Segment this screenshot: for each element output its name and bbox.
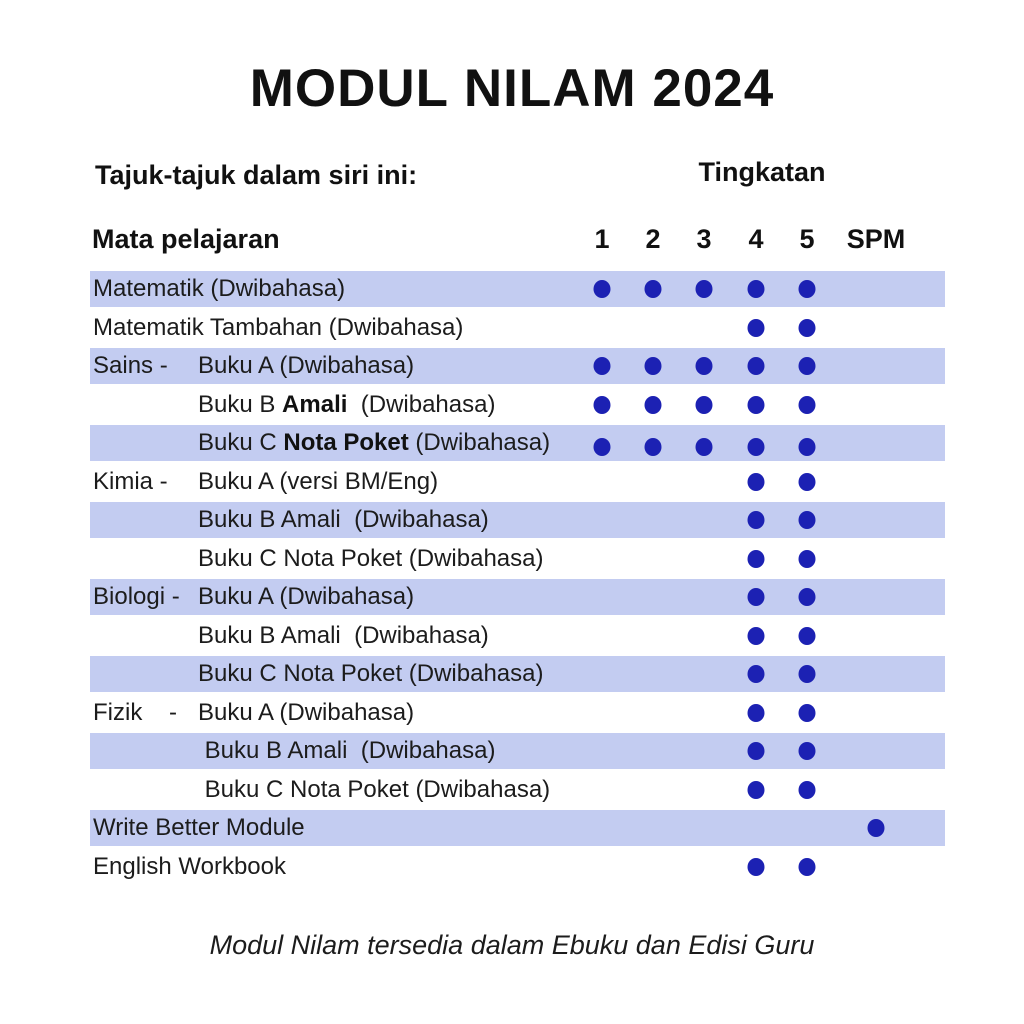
availability-dot-level-1 [594, 438, 611, 456]
row-title-label: Buku A (versi BM/Eng) [198, 467, 439, 495]
availability-dot-level-5 [799, 280, 816, 298]
table-row [90, 695, 945, 731]
availability-dot-level-4 [748, 511, 765, 529]
table-row [90, 541, 945, 577]
availability-dot-level-4 [748, 627, 765, 645]
availability-dot-level-4 [748, 550, 765, 568]
availability-dot-level-3 [696, 438, 713, 456]
availability-dot-level-2 [645, 357, 662, 375]
availability-dot-level-2 [645, 396, 662, 414]
availability-dot-level-5 [799, 742, 816, 760]
row-title-label: Buku C Nota Poket (Dwibahasa) [198, 775, 551, 803]
availability-dot-level-1 [594, 357, 611, 375]
table-row [90, 656, 945, 692]
table-row [90, 425, 945, 461]
availability-dot-level-5 [799, 704, 816, 722]
subject-column-header: Mata pelajaran [92, 224, 280, 254]
availability-dot-level-4 [748, 665, 765, 683]
table-row [90, 387, 945, 423]
table-row [90, 618, 945, 654]
row-title-label: Buku C Nota Poket (Dwibahasa) [198, 660, 544, 687]
table-row [90, 348, 945, 384]
footer-note: Modul Nilam tersedia dalam Ebuku dan Edisi Guru [209, 930, 815, 960]
row-title-label: Buku C Nota Poket (Dwibahasa) [198, 544, 544, 572]
level-header-3: 3 [696, 224, 712, 254]
availability-dot-level-3 [696, 280, 713, 298]
availability-dot-level-5 [799, 665, 816, 683]
row-subject-label: Fizik - [93, 698, 177, 726]
row-title-label: Buku A (Dwibahasa) [198, 583, 415, 610]
availability-dot-level-5 [799, 627, 816, 645]
availability-dot-level-4 [748, 357, 765, 375]
availability-dot-level-5 [799, 781, 816, 799]
availability-dot-level-2 [645, 280, 662, 298]
availability-dot-level-4 [748, 280, 765, 298]
availability-dot-level-2 [645, 438, 662, 456]
table-row [90, 271, 945, 307]
table-row [90, 464, 945, 500]
availability-dot-level-5 [799, 511, 816, 529]
row-title-label: Matematik (Dwibahasa) [93, 275, 346, 302]
row-title-label: Buku B Amali (Dwibahasa) [198, 621, 489, 649]
availability-dot-level-spm [868, 819, 885, 837]
availability-dot-level-4 [748, 319, 765, 337]
tingkatan-column-group-label: Tingkatan [698, 157, 826, 187]
availability-dot-level-4 [748, 473, 765, 491]
row-title-label: English Workbook [93, 852, 286, 880]
availability-dot-level-5 [799, 550, 816, 568]
availability-dot-level-1 [594, 280, 611, 298]
series-subtitle: Tajuk-tajuk dalam siri ini: [95, 160, 418, 190]
availability-dot-level-5 [799, 319, 816, 337]
level-header-5: 5 [799, 224, 815, 254]
availability-dot-level-4 [748, 742, 765, 760]
availability-dot-level-4 [748, 704, 765, 722]
availability-dot-level-5 [799, 473, 816, 491]
row-title-label: Buku B Amali (Dwibahasa) [198, 737, 496, 764]
row-title-label: Buku B Amali (Dwibahasa) [198, 506, 489, 533]
table-row [90, 772, 945, 808]
level-header-4: 4 [748, 224, 764, 254]
table-row [90, 733, 945, 769]
level-header-2: 2 [645, 224, 661, 254]
table-row [90, 810, 945, 846]
table-row [90, 502, 945, 538]
row-subject-label: Sains - [93, 352, 168, 379]
availability-dot-level-5 [799, 438, 816, 456]
level-header-1: 1 [594, 224, 610, 254]
availability-dot-level-4 [748, 438, 765, 456]
modules-table [90, 271, 945, 887]
row-title-label: Matematik Tambahan (Dwibahasa) [93, 313, 464, 341]
table-row [90, 849, 945, 885]
page-title: MODUL NILAM 2024 [249, 59, 775, 118]
availability-dot-level-4 [748, 588, 765, 606]
level-header-spm: SPM [846, 224, 906, 254]
table-row [90, 310, 945, 346]
availability-dot-level-5 [799, 357, 816, 375]
availability-dot-level-5 [799, 396, 816, 414]
row-subject-label: Kimia - [93, 467, 168, 495]
availability-dot-level-4 [748, 781, 765, 799]
availability-dot-level-3 [696, 357, 713, 375]
availability-dot-level-5 [799, 858, 816, 876]
row-title-label: Buku A (Dwibahasa) [198, 698, 415, 726]
availability-dot-level-1 [594, 396, 611, 414]
availability-dot-level-4 [748, 396, 765, 414]
availability-dot-level-4 [748, 858, 765, 876]
table-row [90, 579, 945, 615]
row-title-label: Buku A (Dwibahasa) [198, 352, 415, 379]
availability-dot-level-3 [696, 396, 713, 414]
row-title-label: Buku B Amali (Dwibahasa) [198, 390, 496, 418]
row-title-label: Write Better Module [93, 814, 305, 841]
availability-dot-level-5 [799, 588, 816, 606]
row-title-label: Buku C Nota Poket (Dwibahasa) [198, 429, 551, 456]
row-subject-label: Biologi - [93, 583, 180, 610]
